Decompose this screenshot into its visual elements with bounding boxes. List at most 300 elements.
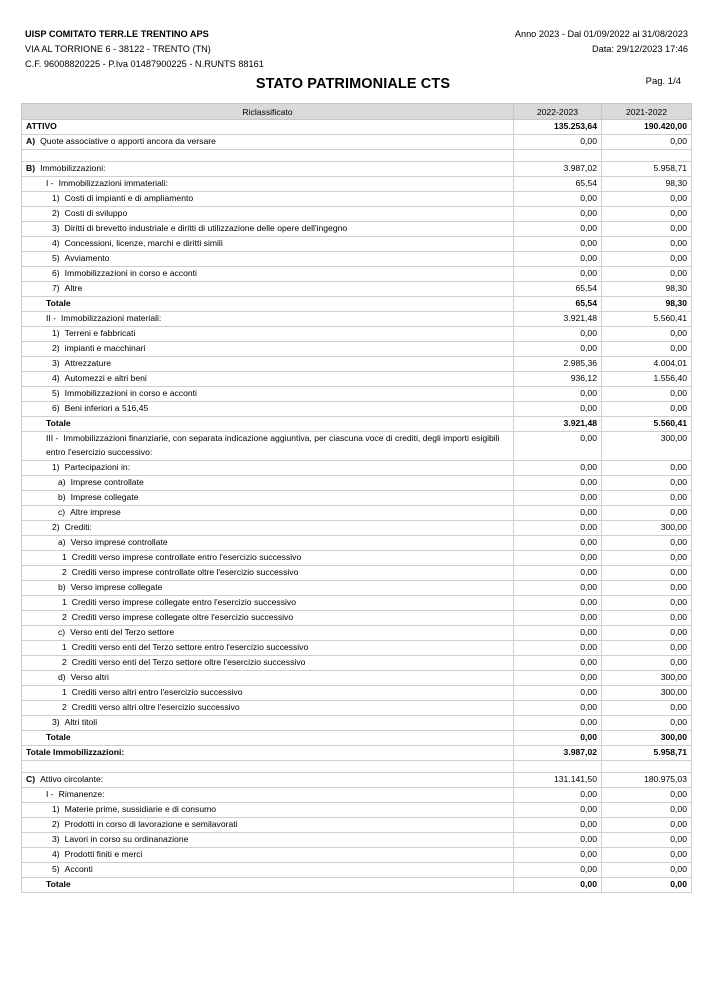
table-row [22, 282, 692, 297]
table-row [22, 610, 692, 625]
row-label: Altre imprese [70, 506, 121, 517]
row-label-cell [22, 120, 514, 135]
value-current: 0,00 [514, 670, 602, 685]
empty-cell [22, 760, 514, 772]
spacer-row [22, 760, 692, 772]
value-current: 0,00 [514, 625, 602, 640]
row-label-cell [22, 192, 514, 207]
empty-cell [514, 760, 602, 772]
value-current: 0,00 [514, 730, 602, 745]
row-label: impianti e macchinari [64, 343, 146, 353]
row-label: Diritti di brevetto industriale e diritti di utilizzazione delle opere dell'ingegno [64, 223, 348, 233]
value-previous: 98,30 [602, 177, 692, 192]
value-previous: 0,00 [602, 192, 692, 207]
value-current: 0,00 [514, 505, 602, 520]
row-label-cell [22, 715, 514, 730]
row-label: Beni inferiori a 516,45 [64, 403, 149, 413]
table-row [22, 862, 692, 877]
value-previous: 0,00 [602, 877, 692, 892]
row-label: Materie prime, sussidiarie e di consumo [64, 803, 217, 814]
org-name: UISP COMITATO TERR.LE TRENTINO APS [25, 29, 209, 39]
table-row [22, 387, 692, 402]
value-previous: 5.958,71 [602, 162, 692, 177]
row-label-cell [22, 847, 514, 862]
row-label: Attrezzature [64, 358, 111, 368]
column-header-label: Riclassificato [22, 104, 514, 120]
row-label: Totale [46, 418, 71, 428]
row-code: 1) [52, 328, 60, 338]
row-label-cell [22, 610, 514, 625]
value-previous: 0,00 [602, 817, 692, 832]
report-date: Data: 29/12/2023 17:46 [591, 44, 688, 54]
value-current: 2.985,36 [514, 357, 602, 372]
org-tax-ids: C.F. 96008820225 - P.Iva 01487900225 - N.RUNTS 88161 [25, 59, 264, 69]
table-row [22, 847, 692, 862]
value-previous: 0,00 [602, 610, 692, 625]
row-label-cell [22, 372, 514, 387]
row-code: 1) [52, 461, 60, 472]
value-previous: 0,00 [602, 862, 692, 877]
value-current: 0,00 [514, 342, 602, 357]
row-code: 2 [62, 656, 67, 667]
value-previous: 98,30 [602, 297, 692, 312]
row-label-cell [22, 237, 514, 252]
page-title: STATO PATRIMONIALE CTS [255, 76, 451, 92]
table-row [22, 192, 692, 207]
value-current: 131.141,50 [514, 772, 602, 787]
row-label-cell [22, 550, 514, 565]
row-label-cell [22, 432, 514, 461]
row-label: Immobilizzazioni in corso e acconti [64, 388, 197, 398]
value-current: 0,00 [514, 877, 602, 892]
value-current: 0,00 [514, 135, 602, 150]
row-label: Verso enti del Terzo settore [70, 626, 175, 637]
row-code: 1 [62, 686, 67, 697]
table-row [22, 460, 692, 475]
value-current: 0,00 [514, 520, 602, 535]
value-current: 0,00 [514, 460, 602, 475]
row-label: Prodotti finiti e merci [64, 848, 143, 859]
value-current: 0,00 [514, 685, 602, 700]
value-current: 0,00 [514, 787, 602, 802]
row-label: Avviamento [64, 253, 110, 263]
row-code: 1 [62, 596, 67, 607]
row-code: 3) [52, 223, 60, 233]
value-previous: 0,00 [602, 267, 692, 282]
value-previous: 0,00 [602, 802, 692, 817]
balance-sheet-table [21, 103, 692, 893]
table-row [22, 252, 692, 267]
value-current: 0,00 [514, 207, 602, 222]
value-previous: 300,00 [602, 670, 692, 685]
row-label-cell [22, 312, 514, 327]
table-row [22, 640, 692, 655]
value-current: 0,00 [514, 595, 602, 610]
value-previous: 5.560,41 [602, 312, 692, 327]
value-current: 0,00 [514, 267, 602, 282]
value-previous: 180.975,03 [602, 772, 692, 787]
empty-cell [602, 760, 692, 772]
row-code: 2) [52, 208, 60, 218]
row-label: Imprese collegate [70, 491, 139, 502]
value-previous: 0,00 [602, 222, 692, 237]
value-previous: 0,00 [602, 237, 692, 252]
value-current: 0,00 [514, 802, 602, 817]
table-row [22, 162, 692, 177]
row-label-cell [22, 580, 514, 595]
report-period: Anno 2023 - Dal 01/09/2022 al 31/08/2023 [514, 29, 688, 39]
row-code: b) [58, 581, 66, 592]
value-previous: 0,00 [602, 550, 692, 565]
value-previous: 1.556,40 [602, 372, 692, 387]
table-row [22, 745, 692, 760]
row-code: II - [46, 313, 57, 323]
value-previous: 0,00 [602, 832, 692, 847]
row-label: Crediti verso imprese collegate entro l'esercizio successivo [71, 596, 296, 607]
table-row [22, 787, 692, 802]
row-label-cell [22, 787, 514, 802]
row-code: C) [26, 773, 36, 784]
table-row [22, 417, 692, 432]
row-label-cell [22, 162, 514, 177]
row-code: 6) [52, 268, 60, 278]
value-previous: 0,00 [602, 342, 692, 357]
table-row [22, 327, 692, 342]
value-previous: 0,00 [602, 535, 692, 550]
value-current: 0,00 [514, 610, 602, 625]
value-previous: 0,00 [602, 207, 692, 222]
row-label-cell [22, 297, 514, 312]
row-label-cell [22, 772, 514, 787]
empty-cell [514, 150, 602, 162]
row-label-cell [22, 357, 514, 372]
row-code: 2) [52, 521, 60, 532]
row-label: Immobilizzazioni: [40, 163, 106, 173]
row-label: Acconti [64, 863, 93, 874]
table-row [22, 475, 692, 490]
value-current: 0,00 [514, 237, 602, 252]
row-label-cell [22, 342, 514, 357]
row-code: A) [26, 136, 36, 146]
value-current: 936,12 [514, 372, 602, 387]
row-label: Imprese controllate [70, 476, 144, 487]
value-current: 0,00 [514, 535, 602, 550]
value-current: 3.921,48 [514, 417, 602, 432]
value-previous: 0,00 [602, 490, 692, 505]
table-row [22, 505, 692, 520]
value-current: 0,00 [514, 832, 602, 847]
value-current: 0,00 [514, 252, 602, 267]
row-label-cell [22, 490, 514, 505]
row-label-cell [22, 640, 514, 655]
row-code: c) [58, 506, 66, 517]
row-code: 2) [52, 818, 60, 829]
column-header-current: 2022-2023 [514, 104, 602, 120]
table-row [22, 832, 692, 847]
table-row [22, 432, 692, 461]
row-label: Terreni e fabbricati [64, 328, 136, 338]
table-row [22, 730, 692, 745]
row-label-cell [22, 267, 514, 282]
row-label-cell [22, 670, 514, 685]
row-label-cell [22, 460, 514, 475]
row-code: 5) [52, 253, 60, 263]
row-label-cell [22, 817, 514, 832]
value-previous: 0,00 [602, 640, 692, 655]
value-current: 0,00 [514, 387, 602, 402]
value-current: 0,00 [514, 862, 602, 877]
table-row [22, 135, 692, 150]
row-label-cell [22, 387, 514, 402]
row-label: Altre [64, 283, 83, 293]
row-label-cell [22, 595, 514, 610]
value-previous: 300,00 [602, 685, 692, 700]
value-previous: 0,00 [602, 387, 692, 402]
row-code: 1) [52, 803, 60, 814]
table-row [22, 877, 692, 892]
row-label-cell [22, 207, 514, 222]
value-previous: 0,00 [602, 402, 692, 417]
row-label: Verso imprese controllate [70, 536, 168, 547]
table-row [22, 817, 692, 832]
table-header-row [22, 104, 692, 120]
value-current: 0,00 [514, 432, 602, 461]
value-current: 0,00 [514, 222, 602, 237]
value-current: 65,54 [514, 282, 602, 297]
table-row [22, 772, 692, 787]
report-info [515, 27, 688, 57]
table-row [22, 700, 692, 715]
value-previous: 0,00 [602, 655, 692, 670]
table-row [22, 222, 692, 237]
row-label-cell [22, 625, 514, 640]
table-row [22, 580, 692, 595]
row-label: Immobilizzazioni in corso e acconti [64, 268, 197, 278]
table-row [22, 802, 692, 817]
value-previous: 0,00 [602, 460, 692, 475]
table-row [22, 297, 692, 312]
table-row [22, 655, 692, 670]
row-label: Crediti verso altri entro l'esercizio successivo [71, 686, 243, 697]
value-current: 65,54 [514, 297, 602, 312]
table-row [22, 312, 692, 327]
table-row [22, 120, 692, 135]
row-code: b) [58, 491, 66, 502]
value-previous: 0,00 [602, 327, 692, 342]
row-label: ATTIVO [26, 121, 57, 131]
value-previous: 0,00 [602, 505, 692, 520]
value-current: 3.921,48 [514, 312, 602, 327]
value-current: 0,00 [514, 700, 602, 715]
row-code: 4) [52, 373, 60, 383]
row-code: 2 [62, 701, 67, 712]
value-current: 0,00 [514, 475, 602, 490]
row-code: 2 [62, 611, 67, 622]
row-label-cell [22, 862, 514, 877]
row-label: Immobilizzazioni finanziarie, con separata indicazione aggiuntiva, per ciascuna voce di crediti, degli importi esigibili entro l'esercizio successivo: [46, 433, 500, 457]
row-label: Concessioni, licenze, marchi e diritti simili [64, 238, 223, 248]
value-current: 0,00 [514, 715, 602, 730]
value-current: 0,00 [514, 847, 602, 862]
row-label: Verso altri [70, 671, 109, 682]
table-row [22, 342, 692, 357]
row-label-cell [22, 135, 514, 150]
row-label-cell [22, 402, 514, 417]
table-row [22, 715, 692, 730]
value-previous: 300,00 [602, 730, 692, 745]
row-label-cell [22, 565, 514, 580]
row-label: Totale [46, 731, 71, 742]
row-code: c) [58, 626, 66, 637]
row-label: Altri titoli [64, 716, 98, 727]
row-code: 4) [52, 238, 60, 248]
value-previous: 98,30 [602, 282, 692, 297]
row-code: 5) [52, 388, 60, 398]
row-label: Quote associative o apporti ancora da versare [40, 136, 216, 146]
spacer-row [22, 150, 692, 162]
value-current: 65,54 [514, 177, 602, 192]
table-row [22, 595, 692, 610]
row-label: Crediti verso imprese controllate entro l'esercizio successivo [71, 551, 302, 562]
value-previous: 0,00 [602, 565, 692, 580]
row-label-cell [22, 505, 514, 520]
row-label-cell [22, 700, 514, 715]
row-code: d) [58, 671, 66, 682]
value-current: 0,00 [514, 640, 602, 655]
row-label: Totale [46, 298, 71, 308]
row-label: Crediti verso imprese collegate oltre l'esercizio successivo [71, 611, 294, 622]
row-label: Crediti verso imprese controllate oltre l'esercizio successivo [71, 566, 299, 577]
row-label-cell [22, 520, 514, 535]
value-previous: 0,00 [602, 580, 692, 595]
row-code: 1 [62, 641, 67, 652]
row-label-cell [22, 327, 514, 342]
value-previous: 0,00 [602, 700, 692, 715]
table-row [22, 565, 692, 580]
value-previous: 300,00 [602, 520, 692, 535]
row-label: Immobilizzazioni materiali: [61, 313, 162, 323]
row-code: 1 [62, 551, 67, 562]
row-code: I - [46, 178, 54, 188]
row-label: Immobilizzazioni immateriali: [58, 178, 168, 188]
row-label: Partecipazioni in: [64, 461, 131, 472]
table-row [22, 402, 692, 417]
row-label: Crediti verso enti del Terzo settore entro l'esercizio successivo [71, 641, 309, 652]
column-header-previous: 2021-2022 [602, 104, 692, 120]
row-label-cell [22, 655, 514, 670]
row-label-cell [22, 177, 514, 192]
empty-cell [22, 150, 514, 162]
table-row [22, 237, 692, 252]
value-current: 0,00 [514, 192, 602, 207]
row-label: Crediti: [64, 521, 92, 532]
row-label-cell [22, 282, 514, 297]
row-code: 5) [52, 863, 60, 874]
table-row [22, 267, 692, 282]
table-row [22, 207, 692, 222]
row-code: a) [58, 476, 66, 487]
table-row [22, 670, 692, 685]
row-code: a) [58, 536, 66, 547]
value-previous: 0,00 [602, 595, 692, 610]
value-previous: 300,00 [602, 432, 692, 461]
row-code: 3) [52, 358, 60, 368]
row-label: Crediti verso altri oltre l'esercizio successivo [71, 701, 240, 712]
value-previous: 0,00 [602, 715, 692, 730]
value-previous: 5.560,41 [602, 417, 692, 432]
table-row [22, 550, 692, 565]
row-code: I - [46, 788, 54, 799]
table-row [22, 177, 692, 192]
row-label-cell [22, 417, 514, 432]
row-label: Verso imprese collegate [70, 581, 163, 592]
value-previous: 0,00 [602, 625, 692, 640]
row-label: Automezzi e altri beni [64, 373, 147, 383]
value-current: 3.987,02 [514, 162, 602, 177]
row-code: 2 [62, 566, 67, 577]
table-row [22, 535, 692, 550]
table-row [22, 685, 692, 700]
row-label-cell [22, 685, 514, 700]
value-previous: 0,00 [602, 252, 692, 267]
value-previous: 0,00 [602, 135, 692, 150]
row-label-cell [22, 222, 514, 237]
table-row [22, 625, 692, 640]
row-code: 6) [52, 403, 60, 413]
row-label: Totale [46, 878, 71, 889]
table-row [22, 372, 692, 387]
row-label: Totale Immobilizzazioni: [26, 746, 125, 757]
row-label: Rimanenze: [58, 788, 105, 799]
value-previous: 0,00 [602, 787, 692, 802]
value-current: 3.987,02 [514, 745, 602, 760]
row-code: B) [26, 163, 36, 173]
table-row [22, 357, 692, 372]
row-label-cell [22, 745, 514, 760]
empty-cell [602, 150, 692, 162]
value-previous: 4.004,01 [602, 357, 692, 372]
row-label-cell [22, 730, 514, 745]
row-code: 2) [52, 343, 60, 353]
row-label: Costi di impianti e di ampliamento [64, 193, 194, 203]
value-previous: 5.958,71 [602, 745, 692, 760]
company-info [25, 27, 264, 72]
page-number: Pag. 1/4 [645, 76, 681, 87]
row-code: 3) [52, 833, 60, 844]
row-label-cell [22, 832, 514, 847]
row-label-cell [22, 475, 514, 490]
row-code: 3) [52, 716, 60, 727]
row-code: 1) [52, 193, 60, 203]
row-label-cell [22, 535, 514, 550]
row-code: 4) [52, 848, 60, 859]
value-current: 0,00 [514, 327, 602, 342]
row-label: Lavori in corso su ordinanazione [64, 833, 189, 844]
row-code: 7) [52, 283, 60, 293]
row-label: Prodotti in corso di lavorazione e semilavorati [64, 818, 238, 829]
value-current: 0,00 [514, 580, 602, 595]
value-current: 0,00 [514, 490, 602, 505]
row-label-cell [22, 802, 514, 817]
value-previous: 190.420,00 [602, 120, 692, 135]
row-label-cell [22, 877, 514, 892]
row-label-cell [22, 252, 514, 267]
value-current: 0,00 [514, 655, 602, 670]
org-address: VIA AL TORRIONE 6 - 38122 - TRENTO (TN) [25, 44, 211, 54]
value-current: 135.253,64 [514, 120, 602, 135]
row-label: Attivo circolante: [40, 773, 104, 784]
value-previous: 0,00 [602, 847, 692, 862]
